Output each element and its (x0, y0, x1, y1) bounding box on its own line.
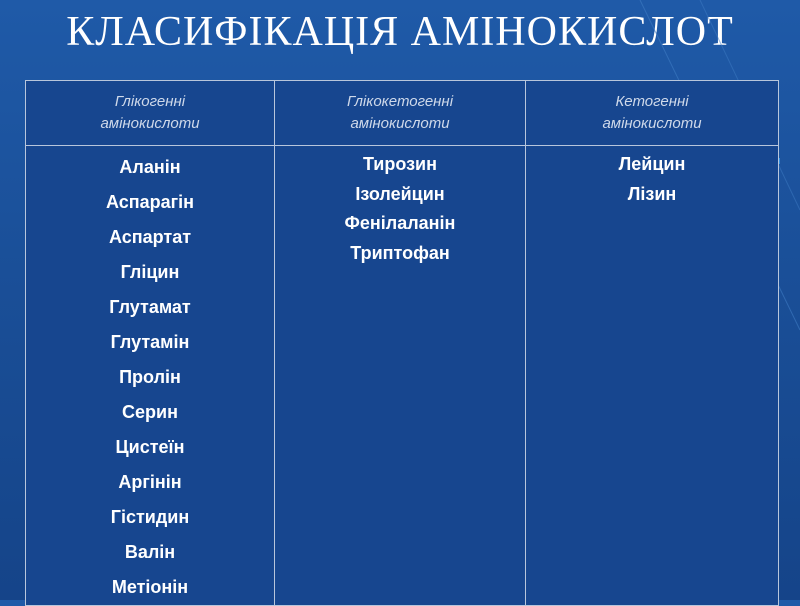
list-item: Глутамін (110, 332, 190, 352)
header-glycoketogenic-line2: амінокислоти (350, 115, 450, 132)
header-glycoketogenic (275, 81, 526, 146)
list-item: Гістидин (110, 507, 190, 527)
amino-acid-table (25, 80, 779, 606)
header-glycogenic (26, 81, 275, 146)
list-item: Гліцин (120, 262, 180, 282)
list-item: Серин (122, 402, 178, 422)
ketogenic-list (526, 146, 778, 209)
list-item: Пролін (119, 367, 181, 387)
glycogenic-list (26, 146, 274, 605)
list-item: Аспарагін (105, 192, 195, 212)
list-item: Фенілаланін (344, 213, 456, 233)
list-item: Глутамат (109, 297, 191, 317)
header-glycogenic-line1: Глікогенні (114, 93, 186, 110)
list-item: Триптофан (350, 242, 450, 263)
list-item: Лізин (627, 183, 677, 204)
table-header-row (26, 81, 779, 146)
glycoketogenic-cell (275, 146, 526, 606)
list-item: Метіонін (111, 577, 189, 597)
list-item: Аспартат (108, 227, 192, 247)
table-body-row (26, 146, 779, 606)
list-item: Аргінін (118, 472, 182, 492)
ketogenic-cell (526, 146, 779, 606)
list-item: Лейцин (618, 154, 686, 174)
list-item: Ізолейцин (355, 183, 445, 204)
header-glycoketogenic-line1: Глікокетогенні (346, 93, 454, 110)
header-ketogenic-line1: Кетогенні (615, 93, 689, 110)
list-item: Тирозин (362, 154, 437, 174)
list-item: Валін (124, 542, 176, 562)
header-glycogenic-line2: амінокислоти (100, 115, 200, 132)
list-item: Аланін (119, 157, 181, 177)
header-ketogenic (526, 81, 779, 146)
header-ketogenic-line2: амінокислоти (602, 115, 702, 132)
slide-title: КЛАСИФІКАЦІЯ АМІНОКИСЛОТ (66, 9, 734, 55)
glycogenic-cell (26, 146, 275, 606)
list-item: Цистеїн (115, 437, 185, 457)
glycoketogenic-list (275, 146, 525, 268)
